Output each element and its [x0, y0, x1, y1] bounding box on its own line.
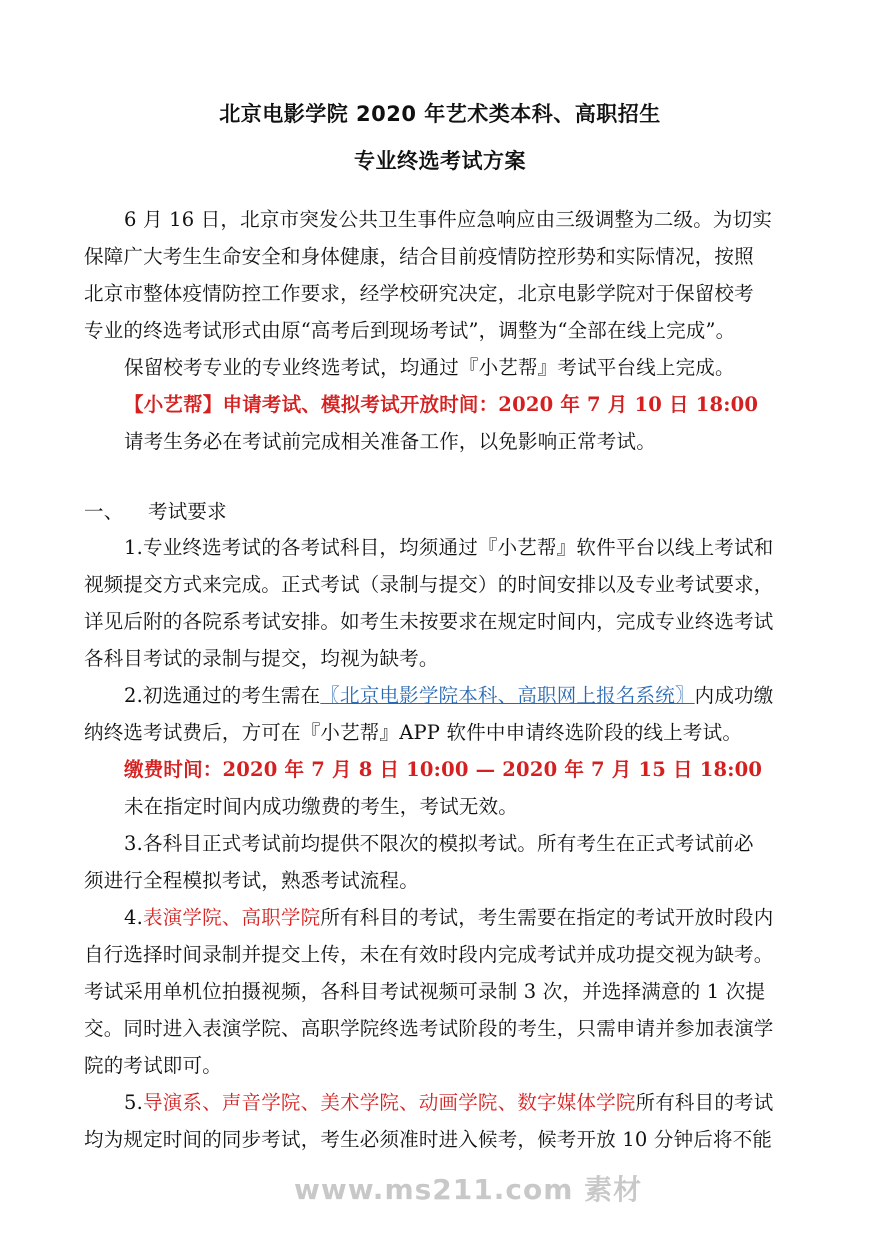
item5-line: [124, 1089, 773, 1117]
intro-line: 6 月 16 日，北京市突发公共卫生事件应急响应由三级调整为二级。为切实: [124, 208, 773, 231]
item1-line: 详见后附的各院系考试安排。如考生未按要求在规定时间内，完成专业终选考试: [84, 610, 774, 633]
item4-line: 院的考试即可。: [84, 1054, 222, 1077]
item2-line: [124, 682, 773, 710]
item2-text: 2.初选通过的考生需在: [124, 684, 321, 707]
document-title-line1: 北京电影学院 2020 年艺术类本科、高职招生: [219, 102, 661, 126]
intro-preparation-line: 请考生务必在考试前完成相关准备工作，以免影响正常考试。: [124, 430, 656, 453]
item2-line: 未在指定时间内成功缴费的考生，考试无效。: [124, 795, 519, 818]
item4-departments: 表演学院、高职学院: [143, 906, 321, 929]
item4-line: 自行选择时间录制并提交上传，未在有效时段内完成考试并成功提交视为缺考。: [84, 943, 774, 966]
item3-line: 3.各科目正式考试前均提供不限次的模拟考试。所有考生在正式考试前必: [124, 832, 754, 855]
item3-line: 须进行全程模拟考试，熟悉考试流程。: [84, 869, 419, 892]
item4-line: [124, 904, 773, 932]
item2-text: 内成功缴: [694, 684, 774, 707]
intro-platform-line: 保留校考专业的专业终选考试，均通过『小艺帮』考试平台线上完成。: [124, 356, 735, 379]
item4-line: 考试采用单机位拍摄视频，各科目考试视频可录制 3 次，并选择满意的 1 次提: [84, 980, 766, 1003]
item1-line: 各科目考试的录制与提交，均视为缺考。: [84, 647, 439, 670]
item4-number: 4.: [124, 906, 144, 929]
section-number: 一、: [84, 500, 124, 523]
intro-line: 专业的终选考试形式由原“高考后到现场考试”，调整为“全部在线上完成”。: [84, 319, 736, 342]
exam-open-time-notice: 【小艺帮】申请考试、模拟考试开放时间：2020 年 7 月 10 日 18:00: [124, 393, 759, 416]
item5-departments: 导演系、声音学院、美术学院、动画学院、数字媒体学院: [143, 1091, 636, 1114]
registration-system-link[interactable]: 〖北京电影学院本科、高职网上报名系统〗: [320, 684, 695, 707]
item1-line: 1.专业终选考试的各考试科目，均须通过『小艺帮』软件平台以线上考试和: [124, 536, 774, 559]
intro-line: 保障广大考生生命安全和身体健康，结合目前疫情防控形势和实际情况，按照: [84, 245, 754, 268]
item4-line: 交。同时进入表演学院、高职学院终选考试阶段的考生，只需申请并参加表演学: [84, 1017, 774, 1040]
watermark: www.ms211.com 素材: [294, 1173, 643, 1206]
document-title-line2: 专业终选考试方案: [354, 149, 526, 173]
item5-number: 5.: [124, 1091, 144, 1114]
fee-payment-time-notice: 缴费时间：2020 年 7 月 8 日 10:00 — 2020 年 7 月 15 日 18:00: [124, 758, 763, 781]
item1-line: 视频提交方式来完成。正式考试（录制与提交）的时间安排以及专业考试要求，: [84, 573, 774, 596]
item2-line: 纳终选考试费后，方可在『小艺帮』APP 软件中申请终选阶段的线上考试。: [84, 721, 743, 744]
item5-text: 所有科目的考试: [635, 1091, 774, 1114]
item5-line: 均为规定时间的同步考试，考生必须准时进入候考，候考开放 10 分钟后将不能: [84, 1128, 773, 1151]
intro-line: 北京市整体疫情防控工作要求，经学校研究决定，北京电影学院对于保留校考: [84, 282, 754, 305]
item4-text: 所有科目的考试，考生需要在指定的考试开放时段内: [320, 906, 774, 929]
section-heading: 考试要求: [148, 500, 227, 523]
